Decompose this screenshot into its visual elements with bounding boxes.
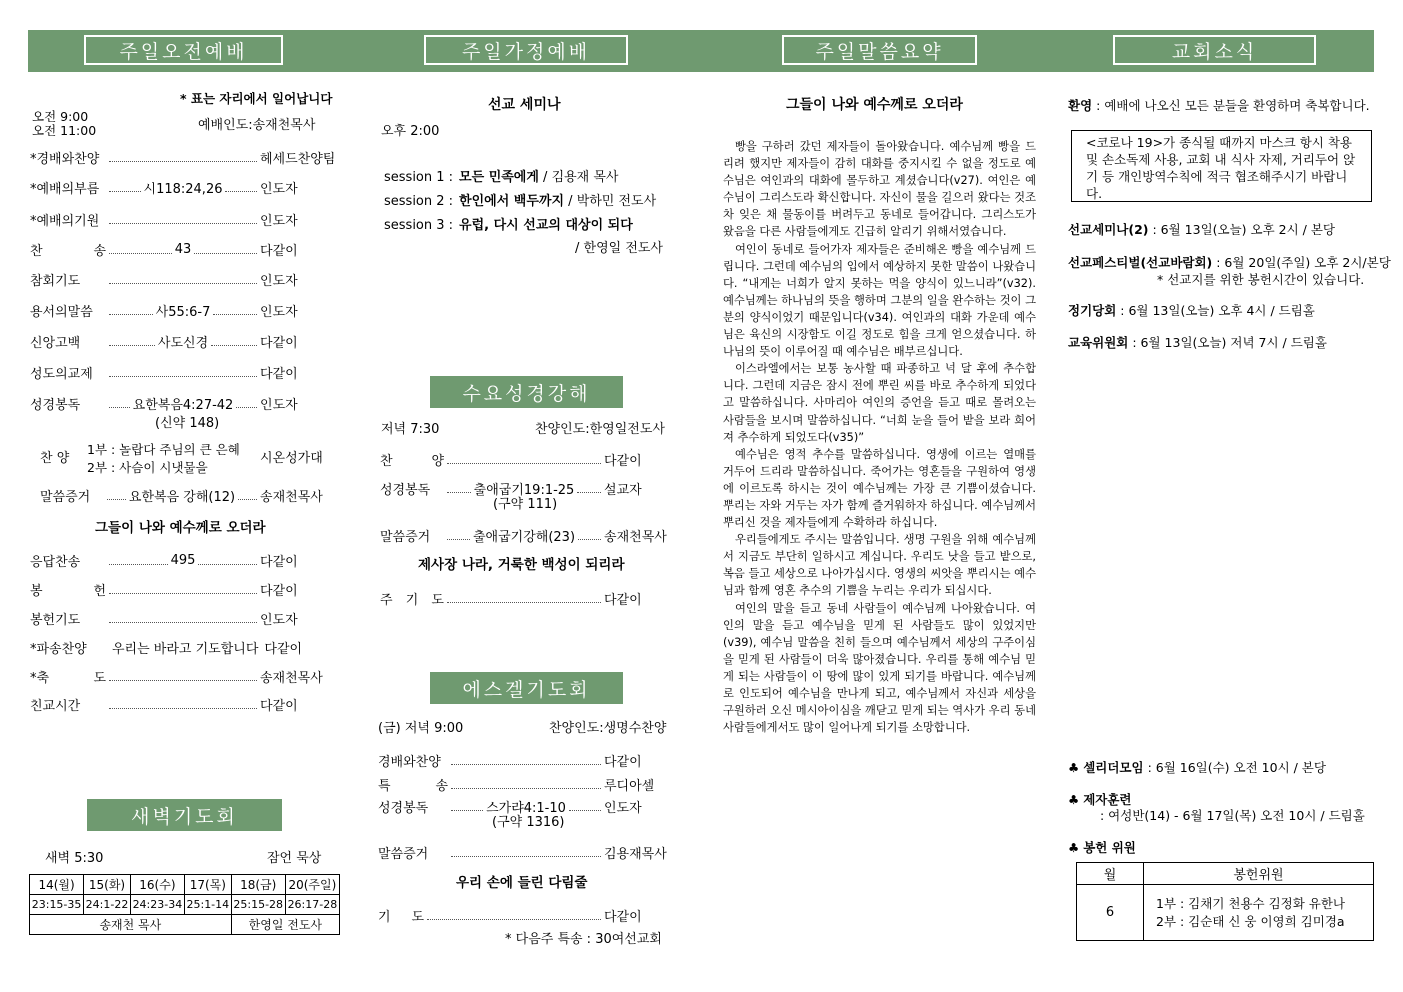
dawn-day: 14(월) [30,875,84,895]
order-row-label: *파송찬양 [30,641,87,657]
dot-leader [451,848,601,857]
dawn-by-2: 한영일 전도사 [231,915,339,935]
offer-heading [1068,840,1136,856]
dawn-title: 새벽기도회 [87,799,282,831]
sermon-paragraph: 우리들에게도 주시는 말씀입니다. 생명 구원을 위해 예수님께서 지금도 부단히 일하시고 계십니다. 우리도 낫을 들고 밭으로, 복음 들고 세상으로 나아가십시다. 영생의 씨앗을 뿌리시는 예수님과 함께 영혼 추수의 기쁨을 누리는 우리가 되십시다. [723,533,1036,598]
wed-title: 수요성경강해 [430,376,623,408]
seminar-time: 오후 2:00 [381,124,440,139]
order-row-person: 인도자 [260,213,298,229]
dot-leader [109,275,257,284]
order-row [30,240,338,258]
news-4-label: 교육위원회 [1068,335,1129,350]
order-row-label: *예배의부름 [30,181,100,197]
offer-head-members: 봉헌위원 [1144,863,1374,885]
session-title: 한인에서 백두까지 [459,194,565,209]
session-row [384,218,633,234]
order-row-person: 다같이 [260,366,298,382]
order-row-label: 말씀증거 [40,489,91,505]
order-row-label: 성경봉독 [380,482,431,498]
dawn-day: 15(화) [84,875,131,895]
welcome [1068,98,1370,114]
order-row-label: *경배와찬양 [30,151,100,167]
wed-sub: (구약 111) [493,497,558,512]
choir-2: 2부 : 사슴이 시냇물을 [87,460,208,475]
dot-leader [109,368,257,377]
dot-leader [236,399,257,408]
choir-1: 1부 : 놀랍다 주님의 큰 은혜 [87,442,240,457]
dawn-passage: 25:1-14 [184,895,231,915]
header-home-worship: 주일가정예배 [424,35,628,65]
order-row-label: 봉헌기도 [30,612,81,628]
order-row-person: 인도자 [604,800,642,816]
order-row-label: 성경봉독 [378,800,429,816]
order-row [378,906,676,924]
summary-title: 그들이 나와 예수께로 오더라 [786,97,963,113]
dot-leader [109,585,257,594]
session-label: session 1 : [384,170,454,185]
dawn-day: 17(목) [184,875,231,895]
order-row-person: 다같이 [260,698,298,714]
fri-title: 에스겔기도회 [430,672,623,704]
order-row [380,589,676,607]
order-row-person: 다같이 [264,641,303,657]
time-2: 오전 11:00 [32,123,97,138]
fri-title-2: 우리 손에 들린 다림줄 [456,875,588,891]
order-row-person: 루디아셀 [604,778,655,794]
order-row-person: 인도자 [260,612,298,628]
choir-who: 시온성가대 [260,451,323,466]
dot-leader [109,672,257,681]
dot-leader [447,531,470,540]
time-1: 오전 9:00 [32,109,89,124]
session-speaker: / 박하민 전도사 [564,194,657,209]
order-row-label: 용서의말씀 [30,304,93,320]
dot-leader [109,556,168,565]
order-row-detail: 사도신경 [157,335,209,351]
order-row-person: 설교자 [604,482,642,498]
offer-table [1076,862,1374,941]
session-title: 모든 민족에게 [459,170,539,185]
order-row-person: 인도자 [260,273,298,289]
order-row-label: 찬 양 [380,453,444,469]
order-row [378,775,676,793]
dawn-by-1: 송재천 목사 [30,915,232,935]
order-row [30,609,338,627]
session-speaker: / 김용재 목사 [538,170,619,185]
order-row [378,751,676,769]
welcome-text: : 예배에 나오신 모든 분들을 환영하며 축복합니다. [1092,98,1370,113]
order-row-label: 신앙고백 [30,335,81,351]
order-row [30,580,338,598]
news-5 [1068,760,1326,776]
session-title: 유럽, 다시 선교의 대상이 되다 [459,218,633,233]
news-3-text: : 6월 13일(오늘) 오후 4시 / 드림홀 [1116,303,1315,318]
fri-time: (금) 저녁 9:00 [378,721,464,736]
dot-leader [211,337,257,346]
dawn-passage: 23:15-35 [30,895,84,915]
order-row [30,638,338,656]
seminar-title: 선교 세미나 [488,97,561,113]
dot-leader [109,306,153,315]
choir-label: 찬 양 [40,451,70,466]
stand-note: * 표는 자리에서 일어납니다 [180,91,333,106]
session-row [384,194,656,210]
order-row [380,526,676,544]
dot-leader [198,556,257,565]
order-row [30,178,338,196]
order-row-detail: 우리는 바라고 기도합니다 [112,641,259,657]
order-row-person: 김용재목사 [604,846,667,862]
order-row-person: 다같이 [604,909,642,925]
news-6 [1068,792,1132,808]
header-church-news: 교회소식 [1113,35,1316,65]
order-row-person: 다같이 [604,754,642,770]
order-row-label: 주 기 도 [380,592,444,608]
order-row [30,551,338,569]
session-3-by: / 한영일 전도사 [575,241,663,256]
club-icon: ♣ [1068,792,1080,807]
club-icon: ♣ [1068,760,1080,775]
order-row-label: 응답찬송 [30,554,81,570]
dawn-day: 16(수) [130,875,184,895]
order-row-detail: 요한복음 강해(12) [128,489,236,505]
dot-leader [109,399,130,408]
order-row-detail: 495 [170,552,196,568]
dot-leader [109,245,172,254]
dot-leader [109,700,257,709]
dot-leader [213,306,257,315]
news-2-label: 선교페스티벌(선교바람회) [1068,255,1213,270]
session-label: session 3 : [384,218,454,233]
order-row-label: *축 도 [30,670,106,686]
order-row-person: 인도자 [260,397,298,413]
order-row-person: 다같이 [260,554,298,570]
order-row-label: 기 도 [378,909,424,925]
order-row-detail: 스가랴4:1-10 [486,800,566,816]
news-2-sub: * 선교지를 위한 봉헌시간이 있습니다. [1157,272,1365,287]
dot-leader [225,183,257,192]
order-row [30,667,338,685]
sermon-paragraph: 여인의 말을 듣고 동네 사람들이 예수님께 나아왔습니다. 여인의 말을 듣고 예수님을 믿게 된 사람들도 많이 있었지만(v39), 예수님 말씀을 친히 들으며 예수님께서 세상의 구주이심을 믿게 된 사람들이 더욱 많아졌습니다. 우리를 통해 예수님 믿게 되는 사람들이 이 땅에 많이 있게 되기를 바랍니다. 예수님께로 인도되어 예수님을 만나게 되고, 예수님께서 자신과 세상을 구원하러 오신 메시아이심을 깨닫고 믿게 되는 역사가 우리 동네 사람들에게서도 많이 일어나게 되기를 소망합니다. [723,601,1036,735]
order-row-person: 다같이 [260,583,298,599]
news-2 [1068,255,1391,271]
order-row-person: 송재천목사 [260,670,323,686]
dot-leader [427,911,601,920]
order-row-detail: 시118:24,26 [143,181,223,197]
dot-leader [238,491,257,500]
order-row-label: *예배의기원 [30,213,100,229]
next-special: * 다음주 특송 : 30여선교회 [505,932,662,947]
fri-leader: 찬양인도:생명수찬양 [549,721,667,736]
notice-box: <코로나 19>가 종식될 때까지 마스크 항시 착용 및 손소독제 사용, 교회 내 식사 자제, 거리두어 앉기 등 개인방역수칙에 적극 협조해주시기 바랍니다. [1071,130,1372,202]
order-row-label: 성도의교제 [30,366,93,382]
dot-leader [447,484,471,493]
offer-label: 봉헌 위원 [1083,840,1136,855]
order-row-label: 봉 헌 [30,583,106,599]
dawn-time: 새벽 5:30 [45,851,104,866]
order-row-label: 말씀증거 [380,529,431,545]
dot-leader [569,802,601,811]
dot-leader [109,183,141,192]
dawn-passage: 24:1-22 [84,895,131,915]
news-6-label: 제자훈련 [1083,792,1132,807]
news-1-text: : 6월 13일(오늘) 오후 2시 / 본당 [1148,222,1335,237]
order-row [378,797,676,815]
order-row-detail: 요한복음4:27-42 [132,397,234,413]
order-row-person: 다같이 [260,243,298,259]
header-sermon-summary: 주일말씀요약 [782,35,977,65]
session-row [384,170,619,186]
order-row-label: 친교시간 [30,698,81,714]
session-label: session 2 : [384,194,454,209]
worship-leader: 예배인도:송재천목사 [198,118,316,133]
order-row [30,363,338,381]
order-row-label: 특 송 [378,778,448,794]
sermon-paragraph: 예수님은 영적 추수를 말씀하십니다. 영생에 이르는 열매를 거두어 드리라 말씀하십니다. 죽어가는 영혼들을 구원하여 영생에 이르도록 하시는 것이 예수님께는 가장 큰 기쁨이셨습니다. 뿌리는 자와 거두는 자가 함께 즐거워하자 하십니다. 예수님께서 뿌리신 것을 제자들에게 수확하라 하십니다. [723,447,1036,530]
sermon-body [723,138,1036,736]
offer-head-month: 월 [1077,863,1144,885]
order-row-person: 다같이 [260,335,298,351]
order-row-label: 참회기도 [30,273,81,289]
dawn-leader: 잠언 묵상 [267,851,322,866]
dawn-passage: 25:15-28 [231,895,285,915]
order-row-label: 말씀증거 [378,846,429,862]
dawn-passage: 24:23-34 [130,895,184,915]
order-row [30,210,338,228]
dot-leader [109,153,257,162]
sermon-paragraph: 빵을 구하러 갔던 제자들이 돌아왔습니다. 예수님께 빵을 드리려 했지만 제자들이 감히 대화를 중지시킬 수 없을 정도로 예수님은 여인과의 대화에 몰두하고 계셨습니다(v27). 여인은 예수님이 그리스도라 확신합니다. 자신이 물을 길으러 왔다는 것조차 잊은 채 물동이를 버려두고 동네로 들어갑니다. 그리스도가 왔음을 다른 사람들에게도 긴급히 알리기 위해서였습니다. [723,140,1036,239]
offer-month: 6 [1077,885,1144,941]
fri-sub: (구약 1316) [492,815,565,830]
order-row [30,301,338,319]
order-row-person: 송재천목사 [604,529,667,545]
order-row [380,450,676,468]
order-row [378,843,676,861]
dawn-passage: 26:17-28 [285,895,339,915]
dot-leader [451,780,601,789]
dot-leader [109,215,257,224]
dot-leader [109,614,257,623]
sermon-title: 그들이 나와 예수께로 오더라 [95,520,266,536]
order-row-person: 다같이 [604,453,642,469]
wed-title-2: 제사장 나라, 거룩한 백성이 되리라 [418,557,625,573]
order-row [30,332,338,350]
news-1 [1068,222,1335,238]
dawn-day: 20(주일) [285,875,339,895]
order-row-label: 경배와찬양 [378,754,441,770]
dot-leader [577,484,601,493]
dot-leader [578,531,601,540]
news-2-text: : 6월 20일(주일) 오후 2시/본당 [1212,255,1391,270]
order-row [40,486,338,504]
news-6-sub: : 여성반(14) - 6월 17일(목) 오전 10시 / 드림홀 [1100,808,1365,823]
order-row-person: 헤세드찬양팀 [260,151,336,167]
dawn-day: 18(금) [231,875,285,895]
sermon-paragraph: 여인이 동네로 들어가자 제자들은 준비해온 빵을 예수님께 드립니다. 그런데 예수님의 입에서 예상하지 못한 말씀이 나왔습니다. “내게는 너희가 알지 못하는 먹을 양식이 있느니라”(v32). 예수님께는 하나님의 뜻을 행하며 그분의 일을 완수하는 것이 그분의 양식이었기 때문입니다(v34). 여인과의 대화 가운데 예수님은 육신의 시장함도 이길 정도로 힘을 크게 얻으셨습니다. 하나님의 뜻이 이루어질 때 예수님은 배부르십니다. [723,242,1036,359]
wed-leader: 찬양인도:한영일전도사 [535,422,665,437]
sermon-paragraph: 이스라엘에서는 보통 농사할 때 파종하고 넉 달 후에 추수합니다. 그런데 지금은 잠시 전에 뿌린 씨를 바로 추수하게 되었다고 말씀하십니다. 사마리아 여인의 증언을 듣고 때로 몰려오는 사람들을 보시며 말씀하십니다. “너희 눈을 들어 밭을 보라 희어져 추수하게 되었도다(v35)” [723,362,1036,444]
offer-1: 1부 : 김채기 천용수 김정화 유한나 [1156,895,1346,911]
news-5-text: : 6월 16일(수) 오전 10시 / 본당 [1143,760,1326,775]
offer-members [1144,885,1374,941]
dot-leader [447,455,601,464]
news-5-label: 셀리더모임 [1083,760,1144,775]
news-4-text: : 6월 13일(오늘) 저녁 7시 / 드림홀 [1128,335,1327,350]
order-row-person: 다같이 [604,592,642,608]
dot-leader [451,756,601,765]
offer-2: 2부 : 김순태 신 웅 이영희 김미경a [1156,913,1345,929]
dot-leader [451,802,483,811]
order-row [30,695,338,713]
wed-time: 저녁 7:30 [381,422,440,437]
dot-leader [447,594,601,603]
dot-leader [194,245,257,254]
news-3-label: 정기당회 [1068,303,1117,318]
dawn-table [29,874,340,935]
news-1-label: 선교세미나(2) [1068,222,1149,237]
order-row-detail: 출애굽기강해(23) [472,529,576,545]
order-row-person: 인도자 [260,304,298,320]
club-icon: ♣ [1068,840,1080,855]
order-row [380,479,676,497]
news-4 [1068,335,1327,351]
welcome-label: 환영 [1068,98,1093,113]
scripture-sub: (신약 148) [155,416,220,431]
order-row [30,148,338,166]
order-row-person: 송재천목사 [260,489,323,505]
order-row-detail: 43 [174,241,192,257]
order-row-label: 찬 송 [30,243,106,259]
dot-leader [109,337,155,346]
order-row-label: 성경봉독 [30,397,81,413]
dot-leader [107,491,126,500]
order-row [30,394,338,412]
order-row-person: 인도자 [260,181,298,197]
order-row-detail: 사55:6-7 [155,304,211,320]
news-3 [1068,303,1315,319]
order-row-detail: 출애굽기19:1-25 [473,482,575,498]
order-row [30,270,338,288]
header-morning-worship: 주일오전예배 [84,35,283,65]
